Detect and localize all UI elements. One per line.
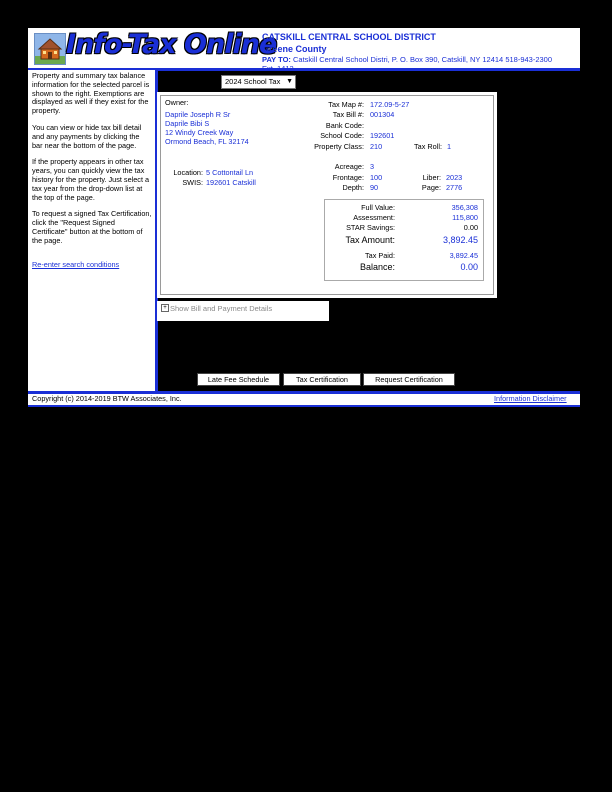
help-paragraph-certification: To request a signed Tax Certification, click the "Request Signed Certificate" button at the bottom of the page.	[32, 209, 152, 245]
swis-value: 192601 Catskill	[206, 178, 256, 187]
full-value-value: 356,308	[451, 203, 478, 212]
tax-map-value: 172.09-5-27	[370, 100, 410, 109]
acreage-value: 3	[370, 162, 375, 171]
property-class-value: 210	[370, 142, 383, 151]
tax-amount-value: 3,892.45	[442, 235, 478, 245]
owner-line-2: Daprile Bibi S	[165, 119, 210, 128]
assessment-value: 115,800	[452, 213, 478, 222]
request-certification-button[interactable]: Request Certification	[363, 373, 455, 386]
balance-label: Balance:	[359, 262, 395, 272]
sidebar-help	[32, 72, 152, 272]
help-paragraph-tax-history: If the property appears in other tax years, you can quickly view the tax history for the property. Just select a tax year from the drop-down list at the top of the page.	[32, 157, 150, 202]
chevron-down-icon: ▼	[286, 78, 293, 85]
depth-value: 90	[370, 183, 379, 192]
tax-certification-button[interactable]: Tax Certification	[283, 373, 361, 386]
show-bill-details-toggle[interactable]	[157, 301, 329, 321]
owner-line-4: Ormond Beach, FL 32174	[165, 137, 249, 146]
footer-bottom-line	[28, 405, 580, 407]
tax-paid-label: Tax Paid:	[364, 251, 395, 260]
balance-value: 0.00	[460, 262, 478, 272]
tax-paid-value: 3,892.45	[449, 251, 478, 260]
district-name: CATSKILL CENTRAL SCHOOL DISTRICT	[262, 32, 436, 42]
payto-address-wrap	[262, 64, 294, 68]
location-label: Location:	[173, 168, 203, 177]
acreage-label: Acreage:	[334, 162, 364, 171]
location-value: 5 Cottontail Ln	[206, 168, 254, 177]
tax-year-select[interactable]	[221, 75, 296, 89]
payto-label: PAY TO:	[262, 55, 291, 64]
payto-line	[262, 55, 552, 64]
information-link[interactable]: Information	[494, 394, 531, 403]
owner-line-1: Daprile Joseph R Sr	[165, 110, 231, 119]
swis-label: SWIS:	[182, 178, 203, 187]
tax-bill-value: 001304	[370, 110, 395, 119]
county-name: Greene County	[262, 44, 327, 54]
tax-year-value: 2024 School Tax	[225, 77, 281, 86]
help-paragraph-bill-detail: You can view or hide tax bill detail and any payments by clicking the bar near the bottom of the page.	[32, 122, 142, 150]
reenter-search-link[interactable]: Re-enter search conditions	[32, 259, 120, 269]
owner-label: Owner:	[165, 98, 189, 107]
footer-links	[494, 394, 567, 403]
disclaimer-link[interactable]: Disclaimer	[532, 394, 567, 403]
help-paragraph-summary: Property and summary tax balance information for the selected parcel is shown to the right. Exemptions are displayed as well if they exist for the property.	[32, 71, 150, 116]
liber-label: Liber:	[422, 173, 441, 182]
school-code-value: 192601	[370, 131, 395, 140]
depth-label: Depth:	[342, 183, 364, 192]
bank-code-label: Bank Code:	[325, 121, 364, 130]
frontage-label: Frontage:	[332, 173, 364, 182]
tax-map-label: Tax Map #:	[328, 100, 364, 109]
star-savings-value: 0.00	[463, 223, 478, 232]
late-fee-schedule-button[interactable]: Late Fee Schedule	[197, 373, 280, 386]
frontage-value: 100	[370, 173, 383, 182]
page-value: 2776	[446, 183, 463, 192]
tax-bill-label: Tax Bill #:	[332, 110, 364, 119]
show-bill-details-label: Show Bill and Payment Details	[170, 304, 273, 313]
tax-amount-label: Tax Amount:	[345, 235, 395, 245]
liber-value: 2023	[446, 173, 463, 182]
tax-roll-value: 1	[447, 142, 452, 151]
school-code-label: School Code:	[320, 131, 364, 140]
copyright-text: Copyright (c) 2014-2019 BTW Associates, Inc.	[32, 394, 182, 403]
property-class-label: Property Class:	[314, 142, 364, 151]
full-value-label: Full Value:	[361, 203, 395, 212]
house-logo-icon	[34, 33, 66, 65]
page-label: Page:	[421, 183, 441, 192]
payto-address: Catskill Central School Distri, P. O. Box 390, Catskill, NY 12414 518-943-2300	[293, 55, 553, 64]
app-logo-text: Info-Tax Online	[66, 29, 277, 60]
expand-plus-icon: +	[161, 304, 169, 312]
assessment-label: Assessment:	[353, 213, 395, 222]
tax-roll-label: Tax Roll:	[414, 142, 442, 151]
star-savings-label: STAR Savings:	[346, 223, 395, 232]
owner-line-3: 12 Windy Creek Way	[165, 128, 234, 137]
